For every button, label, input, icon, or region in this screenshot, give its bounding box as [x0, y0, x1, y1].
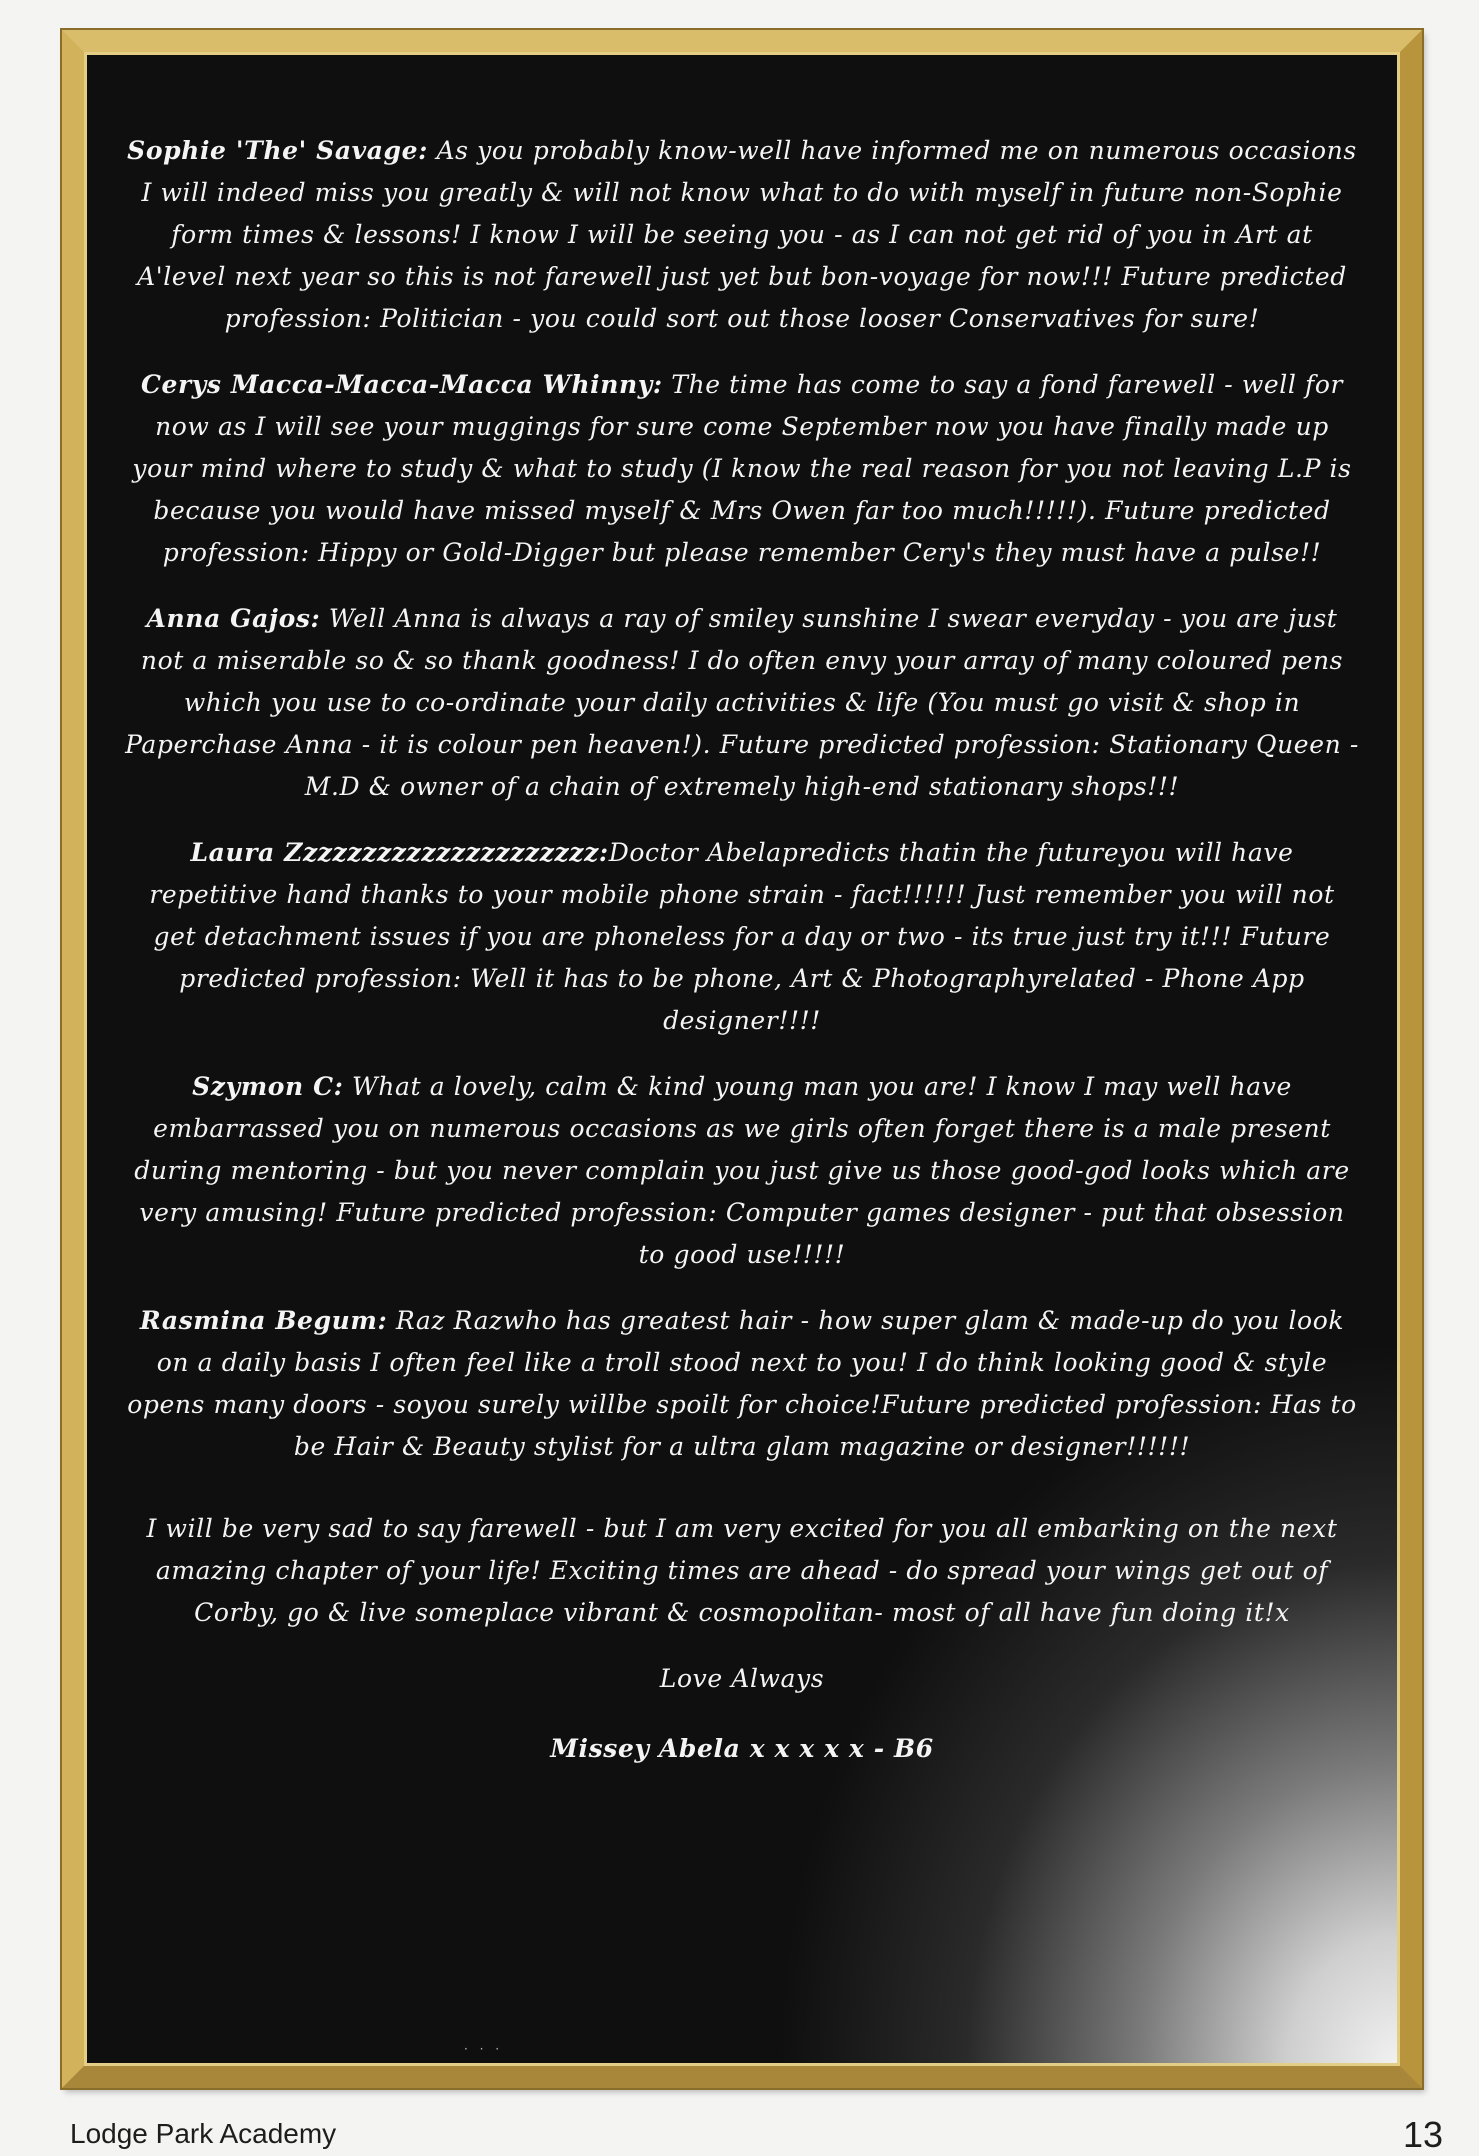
entry-name: Sophie 'The' Savage:: [127, 136, 428, 165]
love-always: Love Always: [659, 1664, 825, 1693]
entry-rasmina: [124, 1300, 1360, 1468]
entry-text: Raz Razwho has greatest hair - how super glam & made-up do you look on a daily basis I often feel like a troll stood next to you! I do think looking good & style opens many doors - soyou surely willbe spoilt for choice!Future predicted profession: Has to be Hair & Beauty stylist for a ultra glam magazine or designer!!!!!!: [127, 1306, 1357, 1461]
entry-name: Anna Gajos:: [146, 604, 321, 633]
entry-text: Well Anna is always a ray of smiley sunshine I swear everyday - you are just not a miserable so & so thank goodness! I do often envy your array of many coloured pens which you use to co-ordinate your daily activities & life (You must go visit & shop in Paperchase Anna - it is colour pen heaven!). Future predicted profession: Stationary Queen - M.D & owner of a chain of extremely high-end stationary shops!!!: [125, 604, 1359, 801]
entry-name: Cerys Macca-Macca-Macca Whinny:: [140, 370, 663, 399]
entry-text: What a lovely, calm & kind young man you are! I know I may well have embarrassed you on numerous occasions as we girls often forget there is a male present during mentoring - but you never complain you just give us those good-god looks which are very amusing! Future predicted profession: Computer games designer - put that obsession to good use!!!!!: [134, 1072, 1350, 1269]
signature: Missey Abela x x x x x - B6: [550, 1734, 934, 1763]
entry-text: As you probably know-well have informed me on numerous occasions I will indeed miss you greatly & will not know what to do with myself in future non-Sophie form times & lessons! I know I will be seeing you - as I can not get rid of you in Art at A'level next year so this is not farewell just yet but bon-voyage for now!!! Future predicted profession: Politician - you could sort out those looser Conservatives for sure!: [137, 136, 1357, 333]
entry-laura: [124, 832, 1360, 1042]
entry-name: Rasmina Begum:: [139, 1306, 388, 1335]
entry-text: Doctor Abelapredicts thatin the futureyou will have repetitive hand thanks to your mobile phone strain - fact!!!!!! Just remember you will not get detachment issues if you are phoneless for a day or two - its true just try it!!! Future predicted profession: Well it has to be phone, Art & Photographyrelated - Phone App designer!!!!: [149, 838, 1335, 1035]
entry-name: Szymon C:: [192, 1072, 344, 1101]
footer-school-name: Lodge Park Academy: [70, 2118, 337, 2149]
decorative-dots: · · ·: [464, 2042, 504, 2056]
entry-name: Laura Zzzzzzzzzzzzzzzzzzzzz:: [190, 838, 609, 867]
entry-anna: [124, 598, 1360, 808]
entry-cerys: [124, 364, 1360, 574]
closing-message: I will be very sad to say farewell - but I am very excited for you all embarking on the next amazing chapter of your life! Exciting times are ahead - do spread your wings get out of Corby, go & live someplace vibrant & cosmopolitan- most of all have fun doing it!x: [146, 1514, 1338, 1627]
page-number: 13: [1402, 2114, 1443, 2155]
entry-sophie: [124, 130, 1360, 340]
gold-picture-frame: [62, 30, 1422, 2088]
entry-szymon: [124, 1066, 1360, 1276]
farewell-letter: [124, 130, 1360, 1794]
entry-text: The time has come to say a fond farewell - well for now as I will see your muggings for sure come September now you have finally made up your mind where to study & what to study (I know the real reason for you not leaving L.P is because you would have missed myself & Mrs Owen far too much!!!!!). Future predicted profession: Hippy or Gold-Digger but please remember Cery's they must have a pulse!!: [132, 370, 1352, 567]
